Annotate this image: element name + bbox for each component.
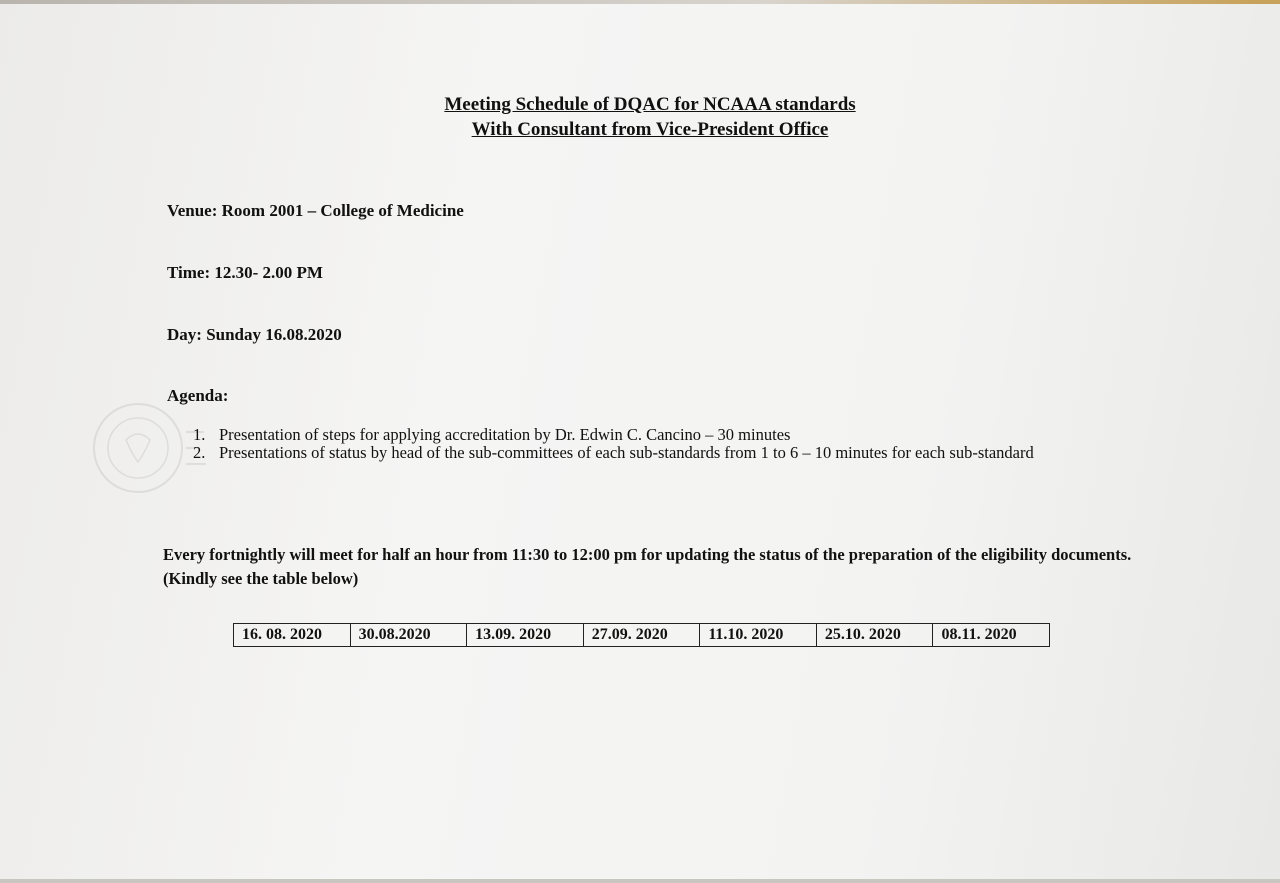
agenda-item bbox=[193, 426, 1034, 444]
fortnightly-note: Every fortnightly will meet for half an hour from 11:30 to 12:00 pm for updating the status of the preparation of the eligibility documents. (Kindly see the table below) bbox=[163, 545, 1132, 588]
date-cell: 08.11. 2020 bbox=[941, 626, 1017, 643]
agenda-item-text: Presentations of status by head of the sub-committees of each sub-standards from 1 to 6 – 10 minutes for each sub-standard bbox=[219, 443, 1034, 462]
agenda-heading: Agenda: bbox=[167, 386, 229, 405]
title-line-2: With Consultant from Vice-President Office bbox=[471, 119, 829, 140]
date-cell: 30.08.2020 bbox=[351, 624, 468, 646]
venue-text: Venue: Room 2001 – College of Medicine bbox=[167, 201, 464, 220]
agenda-item-number: 1. bbox=[193, 425, 206, 444]
date-cell: 13.09. 2020 bbox=[467, 624, 584, 646]
agenda-item bbox=[193, 444, 1034, 462]
date-cell: 27.09. 2020 bbox=[584, 624, 701, 646]
date-cell: 11.10. 2020 bbox=[700, 624, 817, 646]
agenda-list bbox=[193, 426, 1034, 462]
date-cell: 16. 08. 2020 bbox=[234, 624, 351, 646]
time-text: Time: 12.30- 2.00 PM bbox=[167, 263, 323, 282]
document-title bbox=[340, 92, 960, 142]
agenda-item-text: Presentation of steps for applying accreditation by Dr. Edwin C. Cancino – 30 minutes bbox=[219, 425, 791, 444]
date-cell: 25.10. 2020 bbox=[817, 624, 934, 646]
paper-edge-bottom bbox=[0, 879, 1280, 883]
dates-table bbox=[233, 623, 1050, 647]
faint-seal-watermark bbox=[88, 392, 208, 504]
paper-edge-top bbox=[0, 0, 1280, 4]
title-line-1: Meeting Schedule of DQAC for NCAAA standards bbox=[444, 94, 856, 115]
agenda-item-number: 2. bbox=[193, 443, 206, 462]
day-text: Day: Sunday 16.08.2020 bbox=[167, 325, 342, 344]
